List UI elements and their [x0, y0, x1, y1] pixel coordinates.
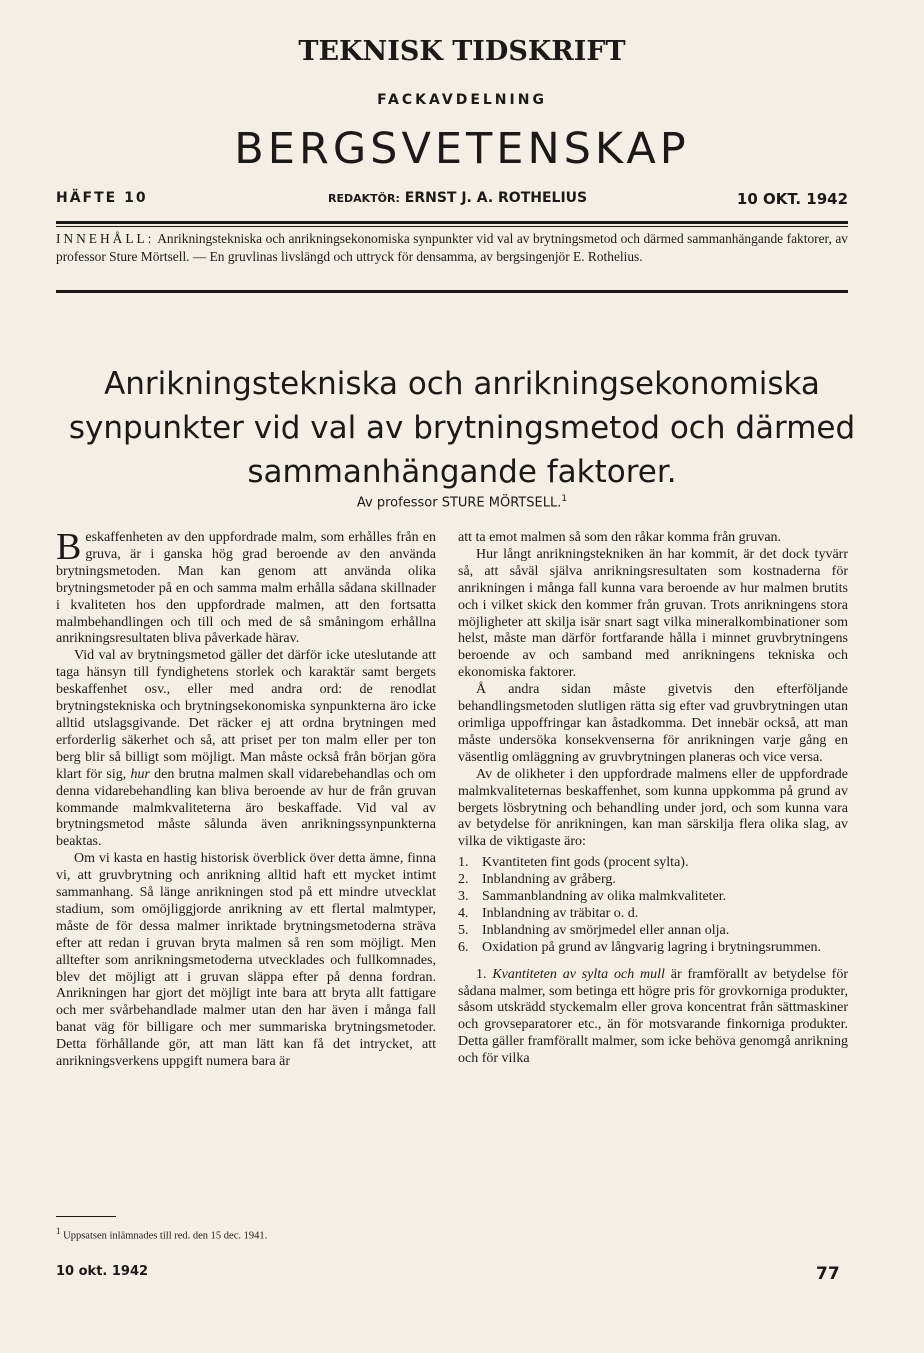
paragraph-text: Hur långt anrikningstekniken än har kommit, är det dock tyvärr så, att såväl själva anrikningsresultaten som kostnaderna för anrikningen i många fall kunna vara beroende av hur malmen brutits och i vilket skick den kommer från gruvan. Trots anrikningens stora möjligheter att skilja isär snart sagt vilka mineralkombinationer som helst, måste man därför fortfarande hålla i minnet gruvbrytningens beroende av och samband med anrikningens tekniska och ekonomiska faktorer. [458, 546, 848, 681]
list-item [458, 940, 848, 957]
contents-label: INNEHÅLL: [56, 231, 155, 246]
paragraph-text: den brutna malmen skall vidarebehandlas och om denna vidarebehandling kan bliva beroende av hur de från gruvan kommande malmkvaliteterna äro beskaffade. Vid val av brytningsmetod måste sålunda även anrikningssynpunkterna beaktas. [56, 766, 436, 850]
contents-text: Anrikningstekniska och anrikningsekonomiska synpunkter vid val av brytningsmetod och därmed sammanhängande faktorer, av professor Sture Mörtsell. — En gruvlinas livslängd och uttryck för densamma, av bergsingenjör E. Rothelius. [56, 231, 848, 264]
footnote-text: Uppsatsen inlämnades till red. den 15 dec. 1941. [63, 1230, 268, 1242]
journal-title: TEKNISK TIDSKRIFT [298, 36, 626, 67]
paragraph-number: 1. [476, 966, 487, 982]
list-item-text: Inblandning av smörjmedel eller annan olja. [482, 922, 730, 938]
editor-line [328, 190, 587, 206]
department-label: FACKAVDELNING [377, 92, 547, 108]
article-title: Anrikningstekniska och anrikningsekonomiska synpunkter vid val av brytningsmetod och därmed sammanhängande faktorer. [68, 366, 856, 490]
editor-label: REDAKTÖR: [328, 192, 400, 205]
list-item [458, 855, 848, 872]
paragraph-text: att ta emot malmen så som den råkar komma från gruvan. [458, 530, 782, 545]
paragraph [458, 967, 848, 1068]
list-item-number: 6. [458, 939, 469, 955]
footer-date: 10 okt. 1942 [56, 1264, 149, 1279]
emphasis: Kvantiteten av sylta och mull [492, 966, 665, 982]
editor-name: ERNST J. A. ROTHELIUS [404, 190, 588, 206]
list-item [458, 872, 848, 889]
contents-box [56, 230, 848, 266]
author-name: STURE MÖRTSELL. [441, 495, 562, 511]
section-title: BERGSVETENSKAP [234, 124, 690, 174]
list-item-number: 2. [458, 872, 469, 888]
journal-masthead [0, 36, 924, 67]
list-item [458, 889, 848, 906]
byline-footnote-mark: 1 [561, 494, 568, 504]
footnote-mark: 1 [56, 1226, 61, 1236]
list-item-text: Sammanblandning av olika malmkvaliteter. [482, 889, 727, 905]
list-item-text: Inblandning av gråberg. [482, 872, 616, 888]
paragraph [458, 530, 848, 547]
list-item-number: 4. [458, 905, 469, 921]
right-column [458, 530, 848, 1068]
list-item-number: 3. [458, 889, 469, 905]
byline-prefix: Av professor [356, 495, 438, 511]
issue-row [56, 190, 848, 210]
list-item-number: 5. [458, 922, 469, 938]
paragraph-text: eskaffenheten av den uppfordrade malm, som erhålles från en gruva, är i ganska hög grad beroende av den använda brytningsmetoden. Man kan genom att använda olika brytningsmetoder på en och samma malm erhålla sådana skillnader i kvaliteten hos den uppfordrade malmen, att den fortsatta malmbehandlingen och till och med de så småningom erhållna anrikningsresultaten bliva påverkade härav. [56, 530, 436, 647]
paragraph [56, 851, 436, 1071]
list-item [458, 923, 848, 940]
drop-cap: B [56, 526, 82, 568]
list-item [458, 906, 848, 923]
paragraph-text: Vid val av brytningsmetod gäller det därför icke uteslutande att taga hänsyn till fyndighetens storlek och karaktär samt bergets beskaffenhet osv., eller med andra ord: de renodlat brytningstekniska och brytningsekonomiska synpunkterna äro icke alltid utslagsgivande. Det räcker ej att ordna brytningen med erforderlig säkerhet och så, att priset per ton malm eller per ton berg blir så billigt som möjligt. Man måste också från början göra klart för sig, [56, 648, 436, 782]
paragraph [56, 648, 436, 851]
paragraph [458, 682, 848, 767]
paragraph [56, 526, 436, 648]
emphasis: hur [130, 766, 150, 782]
factor-list [458, 855, 848, 956]
paragraph-text: Om vi kasta en hastig historisk överblick över detta ämne, finna vi, att gruvbrytning och anrikning alltid haft ett mycket intimt sammanhang. Så länge anrikningen stod på ett mindre utvecklat stadium, som omöjliggjorde anrikning av ett flertal malmtyper, måste de för dessa malmer inriktade brytningsmetoderna sträva efter att redan i gruvan bryta malmen så ren som möjligt. Men alltefter som anrikningsmetoderna utvecklades och fullkomnades, blev det möjligt att i gruvan släppa efter på denna fordran. Anrikningen har gjort det möjligt inte bara att bryta allt fattigare och mer svårbehandlade malmer utan den har även i många fall banat väg för billigare och mer summariska brytningsmetoder. Detta förhållande gör, att man lätt kan få det intrycket, att anrikningsverkens uppgift numera bara är [56, 851, 436, 1070]
page-number: 77 [816, 1264, 840, 1284]
footnote-rule [56, 1216, 116, 1217]
issue-number: HÄFTE 10 [56, 190, 148, 206]
issue-date: 10 OKT. 1942 [736, 190, 848, 208]
contents-bottom-rule [56, 290, 848, 293]
contents-top-rule [56, 221, 848, 224]
contents-top-rule-thin [56, 226, 848, 227]
paragraph [458, 767, 848, 852]
list-item-text: Oxidation på grund av långvarig lagring i brytningsrummen. [482, 939, 822, 955]
byline [0, 494, 924, 510]
list-item-number: 1. [458, 855, 469, 871]
footnote [56, 1226, 436, 1242]
list-item-text: Kvantiteten fint gods (procent sylta). [482, 855, 689, 871]
list-item-text: Inblandning av träbitar o. d. [482, 905, 639, 921]
left-column [56, 526, 436, 1071]
paragraph [458, 547, 848, 682]
paragraph-text: Å andra sidan måste givetvis den efterföljande behandlingsmetoden slutligen rätta sig efter vad gruvbrytningen utan orimliga uppoffringar kan åstadkomma. Det innebär också, att man måste undersöka konsekvenserna för anrikningen varje gång en väsentlig omläggning av gruvbrytningen planeras och vice versa. [458, 682, 848, 765]
paragraph-text: Av de olikheter i den uppfordrade malmens eller de uppfordrade malmkvaliteternas beskaffenhet, som kunna uppkomma på grund av bergets lösbrytning och behandling under jord, och som kunna vara av betydelse för anrikningen, kan man särskilja flera olika slag, av vilka de viktigaste äro: [458, 766, 848, 850]
paragraph-text: är framförallt av betydelse för sådana malmer, som betinga ett högre pris för grovkorniga produkter, såsom utskrädd styckemalm eller grova koncentrat från sättmaskiner och grovseparatorer etc., än för motsvarande finkorniga produkter. Detta gäller framförallt malmer, som icke behöva genomgå anrikning och för vilka [458, 966, 848, 1067]
